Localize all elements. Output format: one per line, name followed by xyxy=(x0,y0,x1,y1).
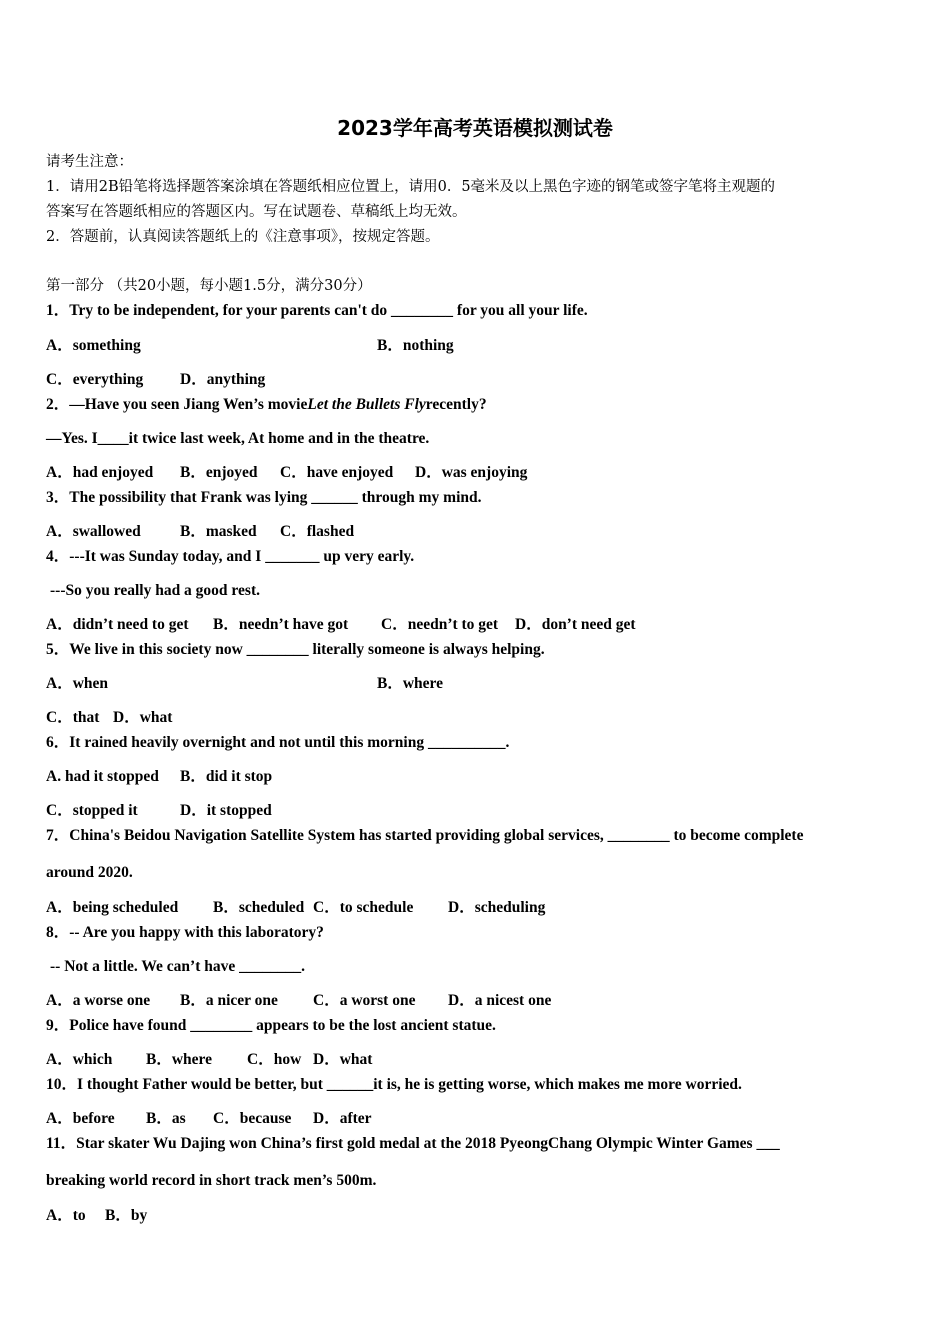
option-b: B．needn’t have got xyxy=(213,616,349,633)
option-a: A．had enjoyed xyxy=(46,464,154,481)
option-c: C．how xyxy=(247,1051,302,1068)
option-c: C．to schedule xyxy=(313,899,414,916)
option-b: B．a nicer one xyxy=(180,992,278,1009)
question-stem: 6．It rained heavily overnight and not until this morning __________. xyxy=(46,734,510,751)
option-a: A．something xyxy=(46,337,141,354)
option-a: A．a worse one xyxy=(46,992,151,1009)
question-stem: 10．I thought Father would be better, but ______it is, he is getting worse, which makes me more worried. xyxy=(46,1076,742,1093)
question-dialogue: ---So you really had a good rest. xyxy=(50,582,260,599)
option-c: C．a worst one xyxy=(313,992,416,1009)
option-d: D．a nicest one xyxy=(448,992,552,1009)
question-stem-continued: breaking world record in short track men’s 500m. xyxy=(46,1172,377,1189)
movie-title: Let the Bullets Fly xyxy=(307,396,426,413)
option-b: B．by xyxy=(105,1207,148,1224)
question-stem: 3．The possibility that Frank was lying ______ through my mind. xyxy=(46,489,482,506)
option-a: A．didn’t need to get xyxy=(46,616,189,633)
question-stem: 4．---It was Sunday today, and I _______ up very early. xyxy=(46,548,415,565)
option-d: D．what xyxy=(113,709,173,726)
question-stem: 1．Try to be independent, for your parents can't do ________ for you all your life. xyxy=(46,302,588,319)
option-c: C．everything xyxy=(46,371,144,388)
option-d: D．was enjoying xyxy=(415,464,528,481)
option-b: B．enjoyed xyxy=(180,464,258,481)
notice-heading: 请考生注意： xyxy=(46,154,133,170)
question-dialogue: —Yes. I____it twice last week, At home and in the theatre. xyxy=(46,430,430,447)
section-heading: 第一部分 （共20小题，每小题1.5分，满分30分） xyxy=(46,278,372,294)
option-d: D．don’t need get xyxy=(515,616,636,633)
option-c: C．needn’t to get xyxy=(381,616,499,633)
option-b: B．where xyxy=(146,1051,213,1068)
question-stem-continued: around 2020. xyxy=(46,864,133,881)
option-b: B．where xyxy=(377,675,444,692)
option-b: B．as xyxy=(146,1110,186,1127)
question-dialogue: -- Not a little. We can’t have ________. xyxy=(50,958,305,975)
option-b: B．masked xyxy=(180,523,257,540)
option-a: A．being scheduled xyxy=(46,899,179,916)
option-c: C．have enjoyed xyxy=(280,464,394,481)
option-d: D．scheduling xyxy=(448,899,546,916)
notice-item: 2．答题前，认真阅读答题纸上的《注意事项》，按规定答题。 xyxy=(46,229,440,245)
option-c: C．because xyxy=(213,1110,292,1127)
stem-text: recently? xyxy=(425,396,487,413)
option-b: B．scheduled xyxy=(213,899,305,916)
option-d: D．after xyxy=(313,1110,372,1127)
option-b: B．nothing xyxy=(377,337,454,354)
notice-item: 答案写在答题纸相应的答题区内。写在试题卷、草稿纸上均无效。 xyxy=(46,204,467,220)
option-a: A．to xyxy=(46,1207,86,1224)
notice-item: 1．请用2B铅笔将选择题答案涂填在答题纸相应位置上，请用0．5毫米及以上黑色字迹的钢笔或签字笔将主观题的 xyxy=(46,179,776,195)
option-c: C．stopped it xyxy=(46,802,138,819)
option-a: A．before xyxy=(46,1110,115,1127)
option-c: C．flashed xyxy=(280,523,355,540)
question-stem: 7．China's Beidou Navigation Satellite System has started providing global services, ________ to become complete xyxy=(46,827,804,844)
option-a: A．swallowed xyxy=(46,523,141,540)
question-stem: 9．Police have found ________ appears to be the lost ancient statue. xyxy=(46,1017,496,1034)
option-a: A．when xyxy=(46,675,109,692)
option-d: D．anything xyxy=(180,371,266,388)
question-stem: 5．We live in this society now ________ literally someone is always helping. xyxy=(46,641,545,658)
stem-text: 2．—Have you seen Jiang Wen’s movie xyxy=(46,396,308,413)
option-d: D．it stopped xyxy=(180,802,272,819)
question-stem: 8．-- Are you happy with this laboratory? xyxy=(46,924,324,941)
question-stem xyxy=(46,395,487,415)
option-a: A. had it stopped xyxy=(46,768,159,785)
option-c: C．that xyxy=(46,709,100,726)
option-a: A．which xyxy=(46,1051,113,1068)
option-b: B．did it stop xyxy=(180,768,273,785)
option-d: D．what xyxy=(313,1051,373,1068)
page-title: 2023学年高考英语模拟测试卷 xyxy=(337,116,613,140)
question-stem: 11．Star skater Wu Dajing won China’s first gold medal at the 2018 PyeongChang Olympic Winter Games ___ xyxy=(46,1135,780,1152)
